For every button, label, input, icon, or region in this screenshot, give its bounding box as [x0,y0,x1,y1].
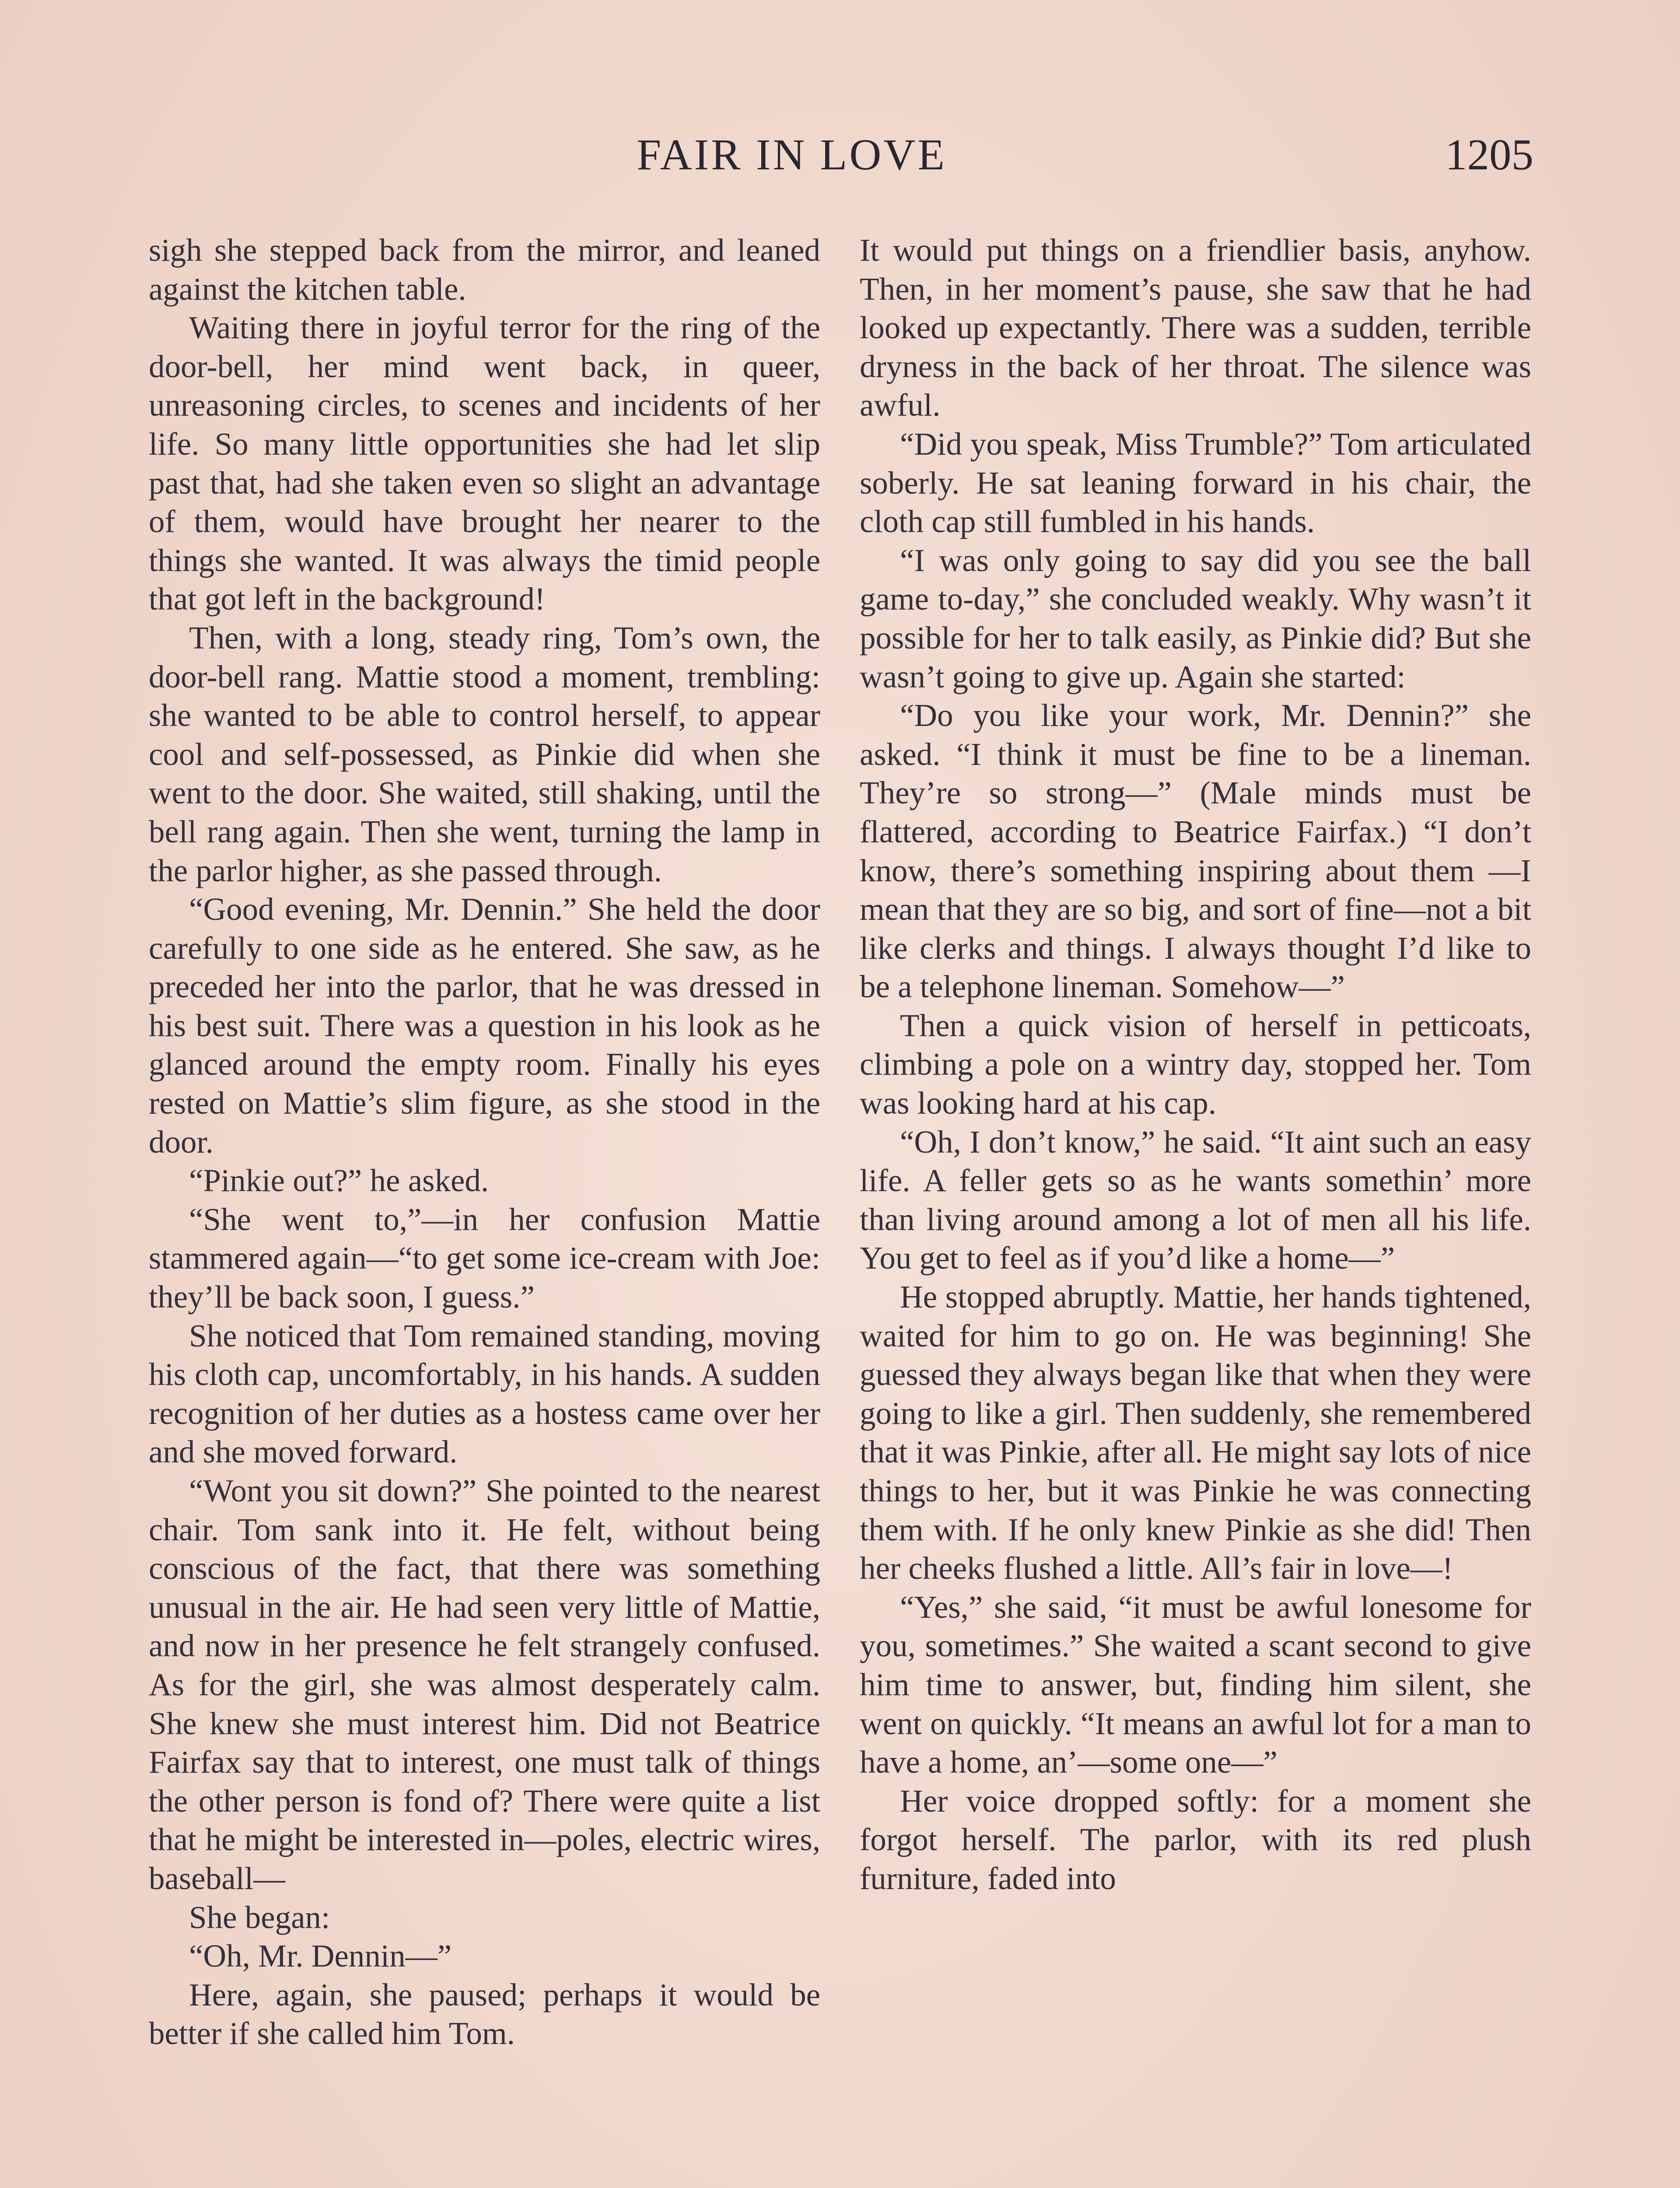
paragraph: “I was only going to say did you see the ball game to-day,” she concluded weakly. Why wasn’t it possible for her to talk easily, as Pinkie did? But she wasn’t going to give up. Again she started: [860,542,1531,694]
paragraph: Her voice dropped softly: for a moment she forgot herself. The parlor, with its red plush furniture, faded into [860,1783,1531,1896]
paragraph: “Wont you sit down?” She pointed to the nearest chair. Tom sank into it. He felt, without being conscious of the fact, that there was something unusual in the air. He had seen very little of Mattie, and now in her presence he felt strangely confused. As for the girl, she was almost desperately calm. She knew she must interest him. Did not Beatrice Fairfax say that to interest, one must talk of things the other person is fond of? There were quite a list that he might be interested in—poles, electric wires, baseball— [149,1473,820,1896]
paragraph: sigh she stepped back from the mirror, and leaned against the kitchen table. [149,232,820,307]
paragraph: “Oh, I don’t know,” he said. “It aint such an easy life. A feller gets so as he wants somethin’ more than living around among a lot of men all his life. You get to feel as if you’d like a home—” [860,1124,1531,1276]
running-title: FAIR IN LOVE [637,130,947,179]
page-header [149,129,1533,182]
paragraph: “Good evening, Mr. Dennin.” She held the door carefully to one side as he entered. She saw, as he preceded her into the parlor, that he was dressed in his best suit. There was a question in his look as he glanced around the empty room. Finally his eyes rested on Mattie’s slim figure, as she stood in the door. [149,891,820,1160]
paragraph: Here, again, she paused; perhaps it would be better if she called him Tom. [149,1977,820,2051]
paragraph: Then a quick vision of herself in petticoats, climbing a pole on a wintry day, stopped her. Tom was looking hard at his cap. [860,1007,1531,1121]
paragraph: Waiting there in joyful terror for the ring of the door-bell, her mind went back, in queer, unreasoning circles, to scenes and incidents of her life. So many little opportunities she had let slip past that, had she taken even so slight an advantage of them, would have brought her nearer to the things she wanted. It was always the timid people that got left in the background! [149,310,820,617]
paragraph: “Yes,” she said, “it must be awful lonesome for you, sometimes.” She waited a scant second to give him time to answer, but, finding him silent, she went on quickly. “It means an awful lot for a man to have a home, an’—some one—” [860,1589,1531,1780]
paragraph: She noticed that Tom remained standing, moving his cloth cap, uncomfortably, in his hands. A sudden recognition of her duties as a hostess came over her and she moved forward. [149,1318,820,1470]
paragraph: “Oh, Mr. Dennin—” [189,1938,452,1974]
right-text-column [860,231,1531,1898]
paragraph: He stopped abruptly. Mattie, her hands tightened, waited for him to go on. He was beginning! She guessed they always began like that when they were going to like a girl. Then suddenly, she remembered that it was Pinkie, after all. He might say lots of nice things to her, but it was Pinkie he was connecting them with. If he only knew Pinkie as she did! Then her cheeks flushed a little. All’s fair in love—! [860,1279,1531,1586]
paragraph: Then, with a long, steady ring, Tom’s own, the door-bell rang. Mattie stood a moment, trembling: she wanted to be able to control herself, to appear cool and self-possessed, as Pinkie did when she went to the door. She waited, still shaking, until the bell rang again. Then she went, turning the lamp in the parlor higher, as she passed through. [149,620,820,888]
paragraph: “Pinkie out?” he asked. [189,1163,489,1199]
page-number: 1205 [1445,130,1533,179]
paragraph: “Do you like your work, Mr. Dennin?” she asked. “I think it must be fine to be a lineman. They’re so strong—” (Male minds must be flattered, according to Beatrice Fairfax.) “I don’t know, there’s something inspiring about them —I mean that they are so big, and sort of fine—not a bit like clerks and things. I always thought I’d like to be a telephone lineman. Somehow—” [860,698,1531,1005]
paragraph: “Did you speak, Miss Trumble?” Tom articulated soberly. He sat leaning forward in his chair, the cloth cap still fumbled in his hands. [860,426,1531,540]
left-text-column [149,231,820,2053]
paragraph: It would put things on a friendlier basis, anyhow. Then, in her moment’s pause, she saw that he had looked up expectantly. There was a sudden, terrible dryness in the back of her throat. The silence was awful. [860,232,1531,423]
paragraph: “She went to,”—in her confusion Mattie stammered again—“to get some ice-cream with Joe: they’ll be back soon, I guess.” [149,1201,820,1315]
paragraph: She began: [189,1899,330,1935]
